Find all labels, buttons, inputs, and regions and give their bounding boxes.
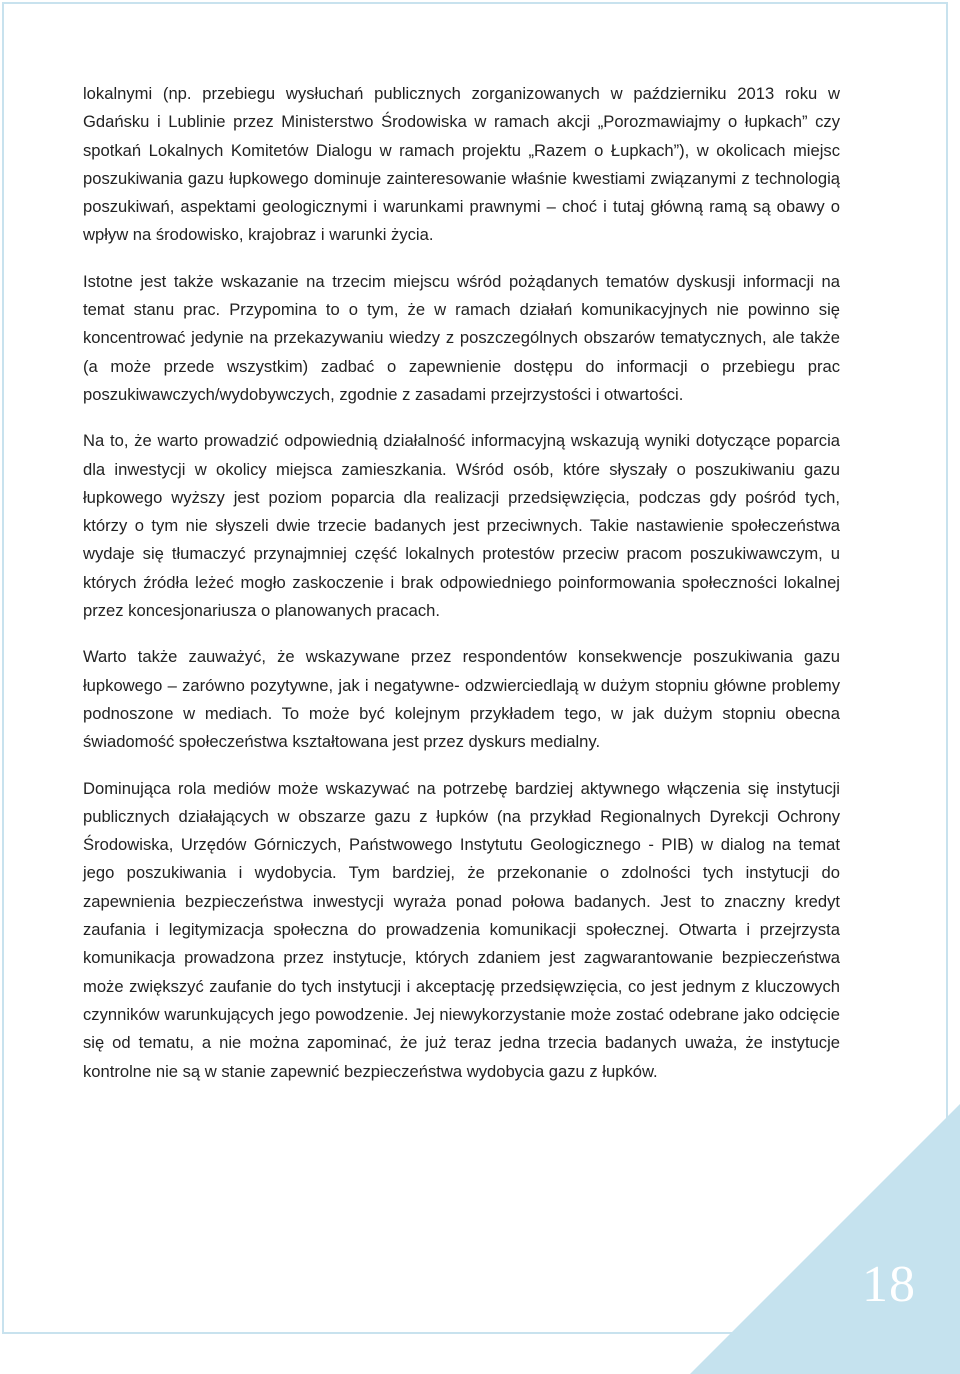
paragraph-3: Na to, że warto prowadzić odpowiednią działalność informacyjną wskazują wyniki dotyczące poparcia dla inwestycji w okolicy miejsca zamieszkania. Wśród osób, które słyszały o poszukiwaniu gazu łupkowego wyższy jest poziom poparcia dla realizacji przedsięwzięcia, podczas gdy pośród tych, którzy o tym nie słyszeli dwie trzecie badanych jest przeciwnych. Takie nastawienie społeczeństwa wydaje się tłumaczyć przynajmniej część lokalnych protestów przeciw pracom poszukiwawczym, u których źródła leżeć mogło zaskoczenie i brak odpowiedniego poinformowania społeczności lokalnej przez koncesjonariusza o planowanych pracach. [83,431,840,621]
page-number: 18 [862,1256,916,1313]
document-body [83,80,840,1104]
paragraph-1: lokalnymi (np. przebiegu wysłuchań publicznych zorganizowanych w październiku 2013 roku w Gdańsku i Lublinie przez Ministerstwo Środowiska w ramach akcji „Porozmawiajmy o łupkach” czy spotkań Lokalnych Komitetów Dialogu w ramach projektu „Razem o Łupkach”), w okolicach miejsc poszukiwania gazu łupkowego dominuje zainteresowanie właśnie kwestiami związanymi z technologią poszukiwań, aspektami geologicznymi i warunkami prawnymi – choć i tutaj główną ramą są obawy o wpływ na środowisko, krajobraz i warunki życia. [83,84,840,245]
corner-decoration [690,1104,960,1374]
paragraph-4: Warto także zauważyć, że wskazywane przez respondentów konsekwencje poszukiwania gazu łupkowego – zarówno pozytywne, jak i negatywne- odzwierciedlają w dużym stopniu główne problemy podnoszone w mediach. To może być kolejnym przykładem tego, w jak dużym stopniu obecna świadomość społeczeństwa kształtowana jest przez dyskurs medialny. [83,647,840,752]
paragraph-5: Dominująca rola mediów może wskazywać na potrzebę bardziej aktywnego włączenia się instytucji publicznych działających w obszarze gazu z łupków (na przykład Regionalnych Dyrekcji Ochrony Środowiska, Urzędów Górniczych, Państwowego Instytutu Geologicznego - PIB) w dialog na temat jego poszukiwania i wydobycia. Tym bardziej, że przekonanie o zdolności tych instytucji do zapewnienia bezpieczeństwa inwestycji wyraża ponad połowa badanych. Jest to znaczny kredyt zaufania i legitymizacja społeczna do prowadzenia komunikacji społecznej. Otwarta i przejrzysta komunikacja prowadzona przez instytucje, których zdaniem jest zagwarantowanie bezpieczeństwa może zwiększyć zaufanie do tych instytucji i akceptację przedsięwzięcia, co jest jednym z kluczowych czynników warunkujących jego powodzenie. Jej niewykorzystanie może zostać odebrane jako odcięcie się od tematu, a nie można zapominać, że już teraz jedna trzecia badanych uważa, że instytucje kontrolne nie są w stanie zapewnić bezpieczeństwa wydobycia gazu z łupków. [83,778,840,1081]
paragraph-2: Istotne jest także wskazanie na trzecim miejscu wśród pożądanych tematów dyskusji informacji na temat stanu prac. Przypomina to o tym, że w ramach działań komunikacyjnych nie powinno się koncentrować jedynie na przekazywaniu wiedzy z poszczególnych obszarów tematycznych, ale także (a może przede wszystkim) zadbać o zapewnienie dostępu do informacji o przebiegu prac poszukiwawczych/wydobywczych, zgodnie z zasadami przejrzystości i otwartości. [83,271,840,404]
